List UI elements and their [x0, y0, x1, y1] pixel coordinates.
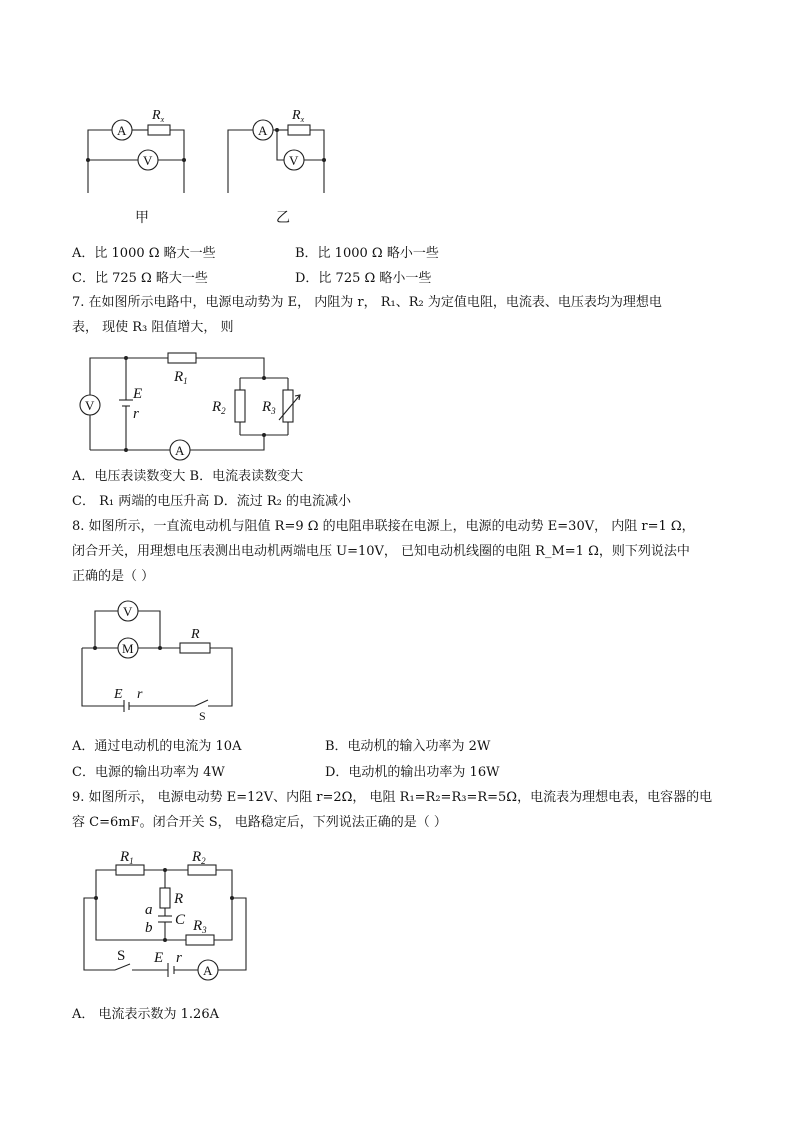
q8-option-a: A．通过电动机的电流为 10A	[72, 739, 242, 754]
q6-option-d: D．比 725 Ω 略小一些	[295, 271, 432, 286]
q9-stem-line1: 9. 如图所示， 电源电动势 E=12V、内阻 r=2Ω， 电阻 R₁=R₂=R₃=R=5Ω，电流表为理想电表，电容器的电	[72, 790, 713, 805]
rx-label: $R_x$	[292, 108, 305, 124]
internal-r-label: r	[133, 406, 139, 422]
voltmeter-label: V	[123, 604, 133, 619]
ammeter-label: A	[258, 123, 268, 138]
voltmeter-label: V	[143, 153, 153, 168]
q7-option-cd: C． R₁ 两端的电压升高 D．流过 R₂ 的电流减小	[72, 494, 352, 509]
q7-option-ab: A．电压表读数变大 B．电流表读数变大	[72, 469, 304, 484]
switch-label: S	[199, 709, 206, 723]
q8-option-b: B．电动机的输入功率为 2W	[325, 739, 491, 754]
q8-stem-line3: 正确的是（ ）	[72, 569, 155, 584]
node-a-label: a	[145, 902, 153, 918]
r3-label: $R_3$	[193, 918, 207, 935]
ammeter-label: A	[203, 963, 213, 978]
q8-option-d: D．电动机的输出功率为 16W	[325, 765, 500, 780]
q8-stem-line2: 闭合开关，用理想电压表测出电动机两端电压 U=10V， 已知电动机线圈的电阻 R_M=1 Ω，则下列说法中	[72, 544, 690, 559]
figure-q9-circuit	[84, 849, 246, 980]
figure-caption-yi: 乙	[276, 211, 290, 226]
r2-label: $R_2$	[192, 849, 206, 866]
q8-stem-line1: 8. 如图所示，一直流电动机与阻值 R=9 Ω 的电阻串联接在电源上，电源的电动势 E=30V， 内阻 r=1 Ω，	[72, 519, 695, 534]
capacitor-c-label: C	[175, 912, 186, 928]
r1-label: $R_1$	[174, 369, 188, 386]
internal-r-label: r	[137, 687, 143, 702]
q7-stem-line1: 7. 在如图所示电路中，电源电动势为 E， 内阻为 r， R₁、R₂ 为定值电阻，电流表、电压表均为理想电	[72, 295, 662, 310]
emf-label: E	[114, 687, 123, 702]
switch-label: S	[117, 948, 126, 964]
node-b-label: b	[145, 920, 153, 936]
rx-label: $R_x$	[152, 108, 165, 124]
internal-r-label: r	[176, 950, 182, 966]
resistor-r-label: R	[191, 627, 200, 642]
q9-stem-line2: 容 C=6mF。闭合开关 S， 电路稳定后，下列说法正确的是（ ）	[72, 815, 447, 830]
q9-option-a: A． 电流表示数为 1.26A	[72, 1007, 219, 1022]
circuit-jia	[86, 108, 186, 193]
resistor-r-label: R	[174, 891, 184, 907]
ammeter-label: A	[117, 123, 127, 138]
q6-option-c: C．比 725 Ω 略大一些	[72, 271, 208, 286]
ammeter-label: A	[175, 443, 185, 458]
q7-stem-line2: 表， 现使 R₃ 阻值增大， 则	[72, 320, 234, 335]
motor-label: M	[122, 641, 134, 656]
r1-label: $R_1$	[120, 849, 134, 866]
figure-caption-jia: 甲	[135, 211, 149, 226]
circuit-yi	[228, 108, 326, 193]
voltmeter-label: V	[289, 153, 299, 168]
figure-q6-circuits	[0, 0, 794, 240]
emf-label: E	[154, 950, 164, 966]
q8-option-c: C．电源的输出功率为 4W	[72, 765, 225, 780]
r3-label: $R_3$	[262, 399, 276, 416]
figure-q8-circuit	[82, 601, 232, 723]
emf-label: E	[133, 386, 143, 402]
q6-option-b: B．比 1000 Ω 略小一些	[295, 246, 439, 261]
r2-label: $R_2$	[212, 399, 226, 416]
q6-option-a: A．比 1000 Ω 略大一些	[72, 246, 216, 261]
voltmeter-label: V	[85, 398, 95, 413]
